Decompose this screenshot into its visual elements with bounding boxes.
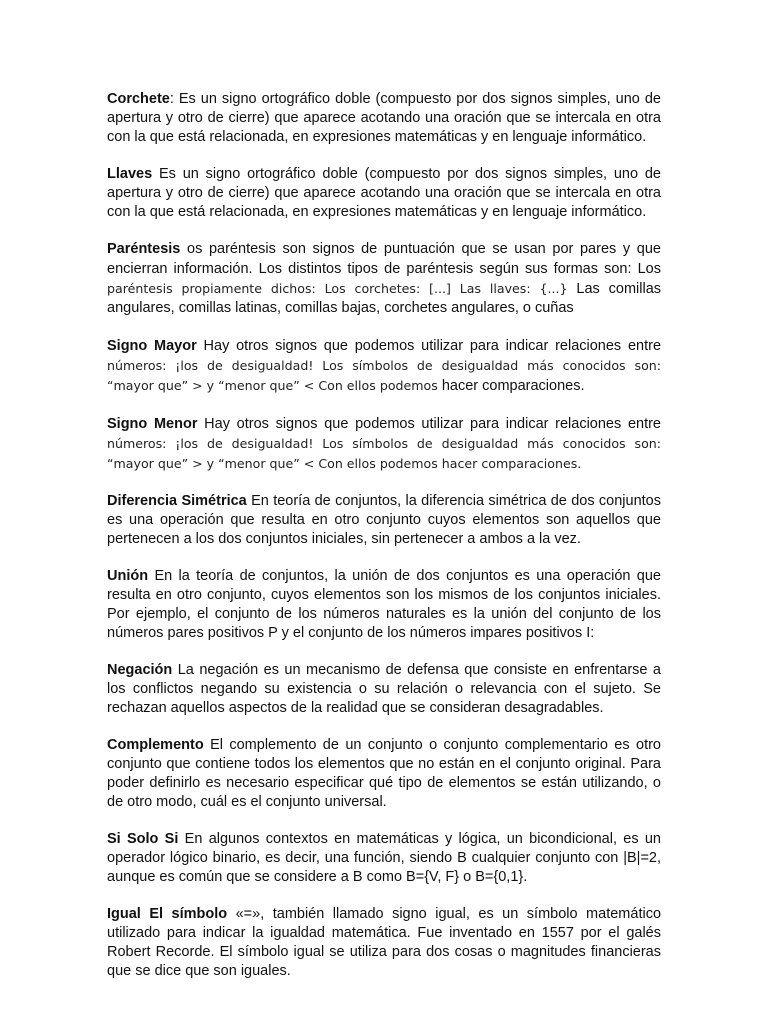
definition-text: Es un signo ortográfico doble (compuesto por dos signos simples, uno de apertura y otro de cierre) que aparece acotando una oración que se intercala en otra con la que está relacionada, en expresiones matemáticas y en lenguaje informático. — [107, 166, 661, 220]
term-label: Diferencia Simétrica — [107, 493, 247, 509]
definition-text: En teoría de conjuntos, la diferencia simétrica de dos conjuntos es una operación que resulta en otro conjunto cuyos elementos son aquellos que pertenecen a los dos conjuntos iniciales, sin pertenecer a ambos a la vez. — [107, 493, 662, 547]
entry-negacion — [107, 661, 661, 718]
term-separator: : — [169, 91, 179, 107]
term-separator — [227, 906, 236, 922]
term-label: Igual El símbolo — [107, 906, 228, 922]
entry-llaves — [107, 165, 661, 222]
definition-text: os paréntesis son signos de puntuación que se usan por pares y que encierran información. Los distintos tipos de paréntesis según sus formas son: Los — [107, 241, 661, 277]
term-separator — [152, 166, 159, 182]
definition-light-text: paréntesis propiamente dichos: Los corchetes: [...] Las llaves: {...} — [107, 281, 568, 296]
entry-complemento — [107, 736, 661, 812]
definition-text: Hay otros signos que podemos utilizar para indicar relaciones entre — [203, 338, 662, 354]
term-label: Complemento — [107, 737, 204, 753]
entry-si-solo-si — [107, 830, 661, 887]
term-label: Negación — [107, 662, 173, 678]
definition-light-text: números: ¡los de desigualdad! Los símbolos de desigualdad más conocidos son: “mayor que” > y “menor que” < Con ellos podemos hacer comparaciones. — [107, 436, 661, 471]
entry-signo-mayor — [107, 336, 661, 396]
definition-text: En la teoría de conjuntos, la unión de dos conjuntos es una operación que resulta en otro conjunto, cuyos elementos son los mismos de los conjuntos iniciales. Por ejemplo, el conjunto de los números naturales es la unión del conjunto de los números pares positivos P y el conjunto de los números impares positivos I: — [107, 568, 661, 641]
entry-corchete — [107, 90, 661, 147]
entry-diferencia-simetrica — [107, 492, 661, 549]
definition-text: Hay otros signos que podemos utilizar para indicar relaciones entre — [204, 416, 661, 432]
term-label: Paréntesis — [107, 241, 181, 257]
term-label: Unión — [107, 568, 149, 584]
term-separator — [197, 338, 204, 354]
definition-light-text: números: ¡los de desigualdad! Los símbolos de desigualdad más conocidos son: “mayor que” > y “menor que” < Con ellos podemos — [107, 358, 661, 393]
entry-union — [107, 567, 661, 643]
definition-text: En algunos contextos en matemáticas y lógica, un bicondicional, es un operador lógico binario, es decir, una función, siendo B cualquier conjunto con |B|=2, aunque es común que se considere a B como B={V, F} o B={0,1}. — [107, 831, 661, 885]
term-label: Llaves — [107, 166, 153, 182]
definition-text: Es un signo ortográfico doble (compuesto por dos signos simples, uno de apertura y otro de cierre) que aparece acotando una oración que se intercala en otra con la que está relacionada, en expresiones matemáticas y en lenguaje informático. — [107, 91, 661, 145]
entry-igual — [107, 905, 661, 981]
term-label: Signo Menor — [107, 416, 198, 432]
entry-parentesis — [107, 240, 661, 318]
definition-tail-text: hacer comparaciones. — [437, 378, 585, 394]
definition-text: El complemento de un conjunto o conjunto complementario es otro conjunto que contiene todos los elementos que no están en el conjunto original. Para poder definirlo es necesario especificar qué tipo de elementos se están utilizando, o de otro modo, cuál es el conjunto universal. — [107, 737, 661, 810]
document-page — [107, 90, 661, 999]
definition-text: La negación es un mecanismo de defensa que consiste en enfrentarse a los conflictos negando su existencia o su relación o relevancia con el sujeto. Se rechazan aquellos aspectos de la realidad que se consideran desagradables. — [107, 662, 661, 716]
term-label: Signo Mayor — [107, 338, 197, 354]
term-label: Si Solo Si — [107, 831, 179, 847]
definition-tail-text: Las comillas angulares, comillas latinas, comillas bajas, corchetes angulares, o cuñas — [107, 281, 662, 316]
term-label: Corchete — [107, 91, 170, 107]
definition-text: «=», también llamado signo igual, es un símbolo matemático utilizado para indicar la igualdad matemática. Fue inventado en 1557 por el galés Robert Recorde. El símbolo igual se utiliza para dos cosas o magnitudes financieras que se dice que son iguales. — [107, 906, 662, 979]
entry-signo-menor — [107, 414, 661, 474]
